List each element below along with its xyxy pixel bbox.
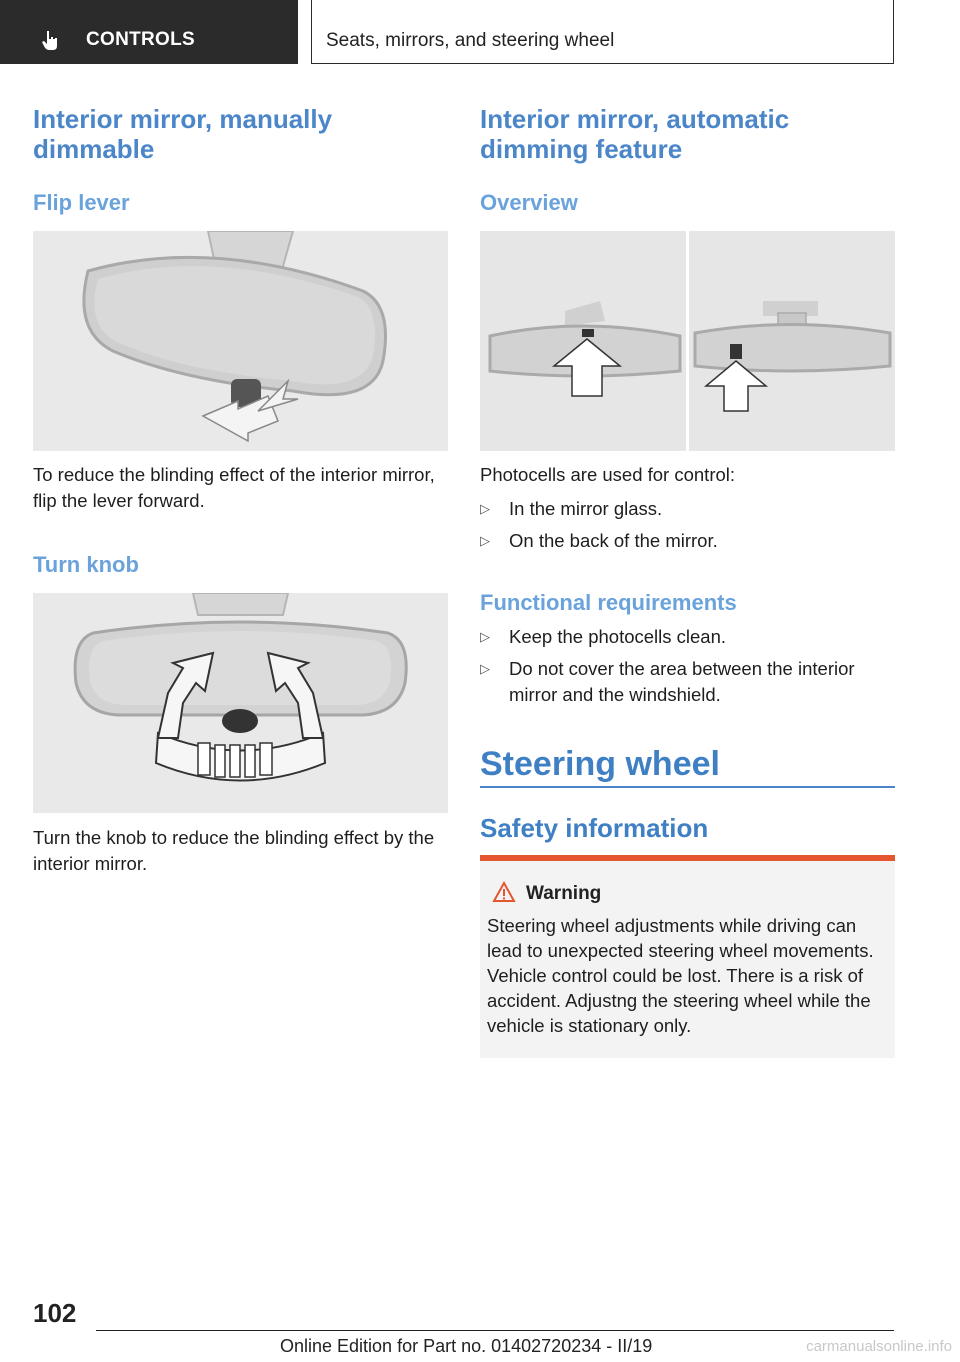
turn-knob-figure	[33, 593, 448, 813]
chapter-label: CONTROLS	[86, 29, 196, 50]
flip-lever-text: To reduce the blinding effect of the interior mirror, flip the lever forward.	[33, 464, 435, 511]
turn-knob-text: Turn the knob to reduce the blinding effect by the interior mirror.	[33, 827, 435, 874]
hand-pointer-icon	[38, 28, 62, 52]
bullet-triangle-icon: ▷	[480, 501, 490, 516]
flip-lever-illustration	[33, 231, 448, 451]
flip-lever-heading: Flip lever	[33, 190, 130, 215]
section-header	[311, 0, 894, 64]
overview-figure	[480, 231, 895, 451]
warning-text: Steering wheel adjustments while driving can lead to unexpected steering wheel movements. Vehicle control could be lost. There is a risk of accident. Adjustng the steering wheel while the vehicle is stationary only.	[487, 915, 874, 1036]
chapter-tab	[0, 0, 298, 64]
section-rule	[480, 786, 895, 788]
turn-knob-illustration	[33, 593, 448, 813]
bullet-triangle-icon: ▷	[480, 661, 490, 676]
bullet-triangle-icon: ▷	[480, 629, 490, 644]
bullet-triangle-icon: ▷	[480, 533, 490, 548]
overview-illustration	[480, 231, 895, 451]
safety-heading: Safety information	[480, 813, 709, 843]
edition-text: Online Edition for Part no. 01402720234 - II/19	[280, 1336, 653, 1356]
flip-lever-figure	[33, 231, 448, 451]
steering-wheel-heading: Steering wheel	[480, 745, 720, 783]
warning-bar	[480, 855, 895, 861]
page-number: 102	[33, 1298, 77, 1328]
warning-title: Warning	[526, 883, 602, 904]
requirements-heading: Functional requirements	[480, 590, 737, 615]
watermark: carmanualsonline.info	[806, 1338, 952, 1355]
turn-knob-heading: Turn knob	[33, 552, 139, 577]
warning-box	[480, 855, 895, 1058]
section-label: Seats, mirrors, and steering wheel	[326, 30, 615, 51]
overview-heading: Overview	[480, 190, 578, 215]
right-title: Interior mirror, automatic dimming feature	[480, 104, 790, 164]
overview-intro: Photocells are used for control:	[480, 464, 736, 485]
footer-rule	[96, 1330, 894, 1331]
warning-triangle-icon	[492, 881, 516, 903]
left-title: Interior mirror, manually dimmable	[33, 104, 333, 164]
